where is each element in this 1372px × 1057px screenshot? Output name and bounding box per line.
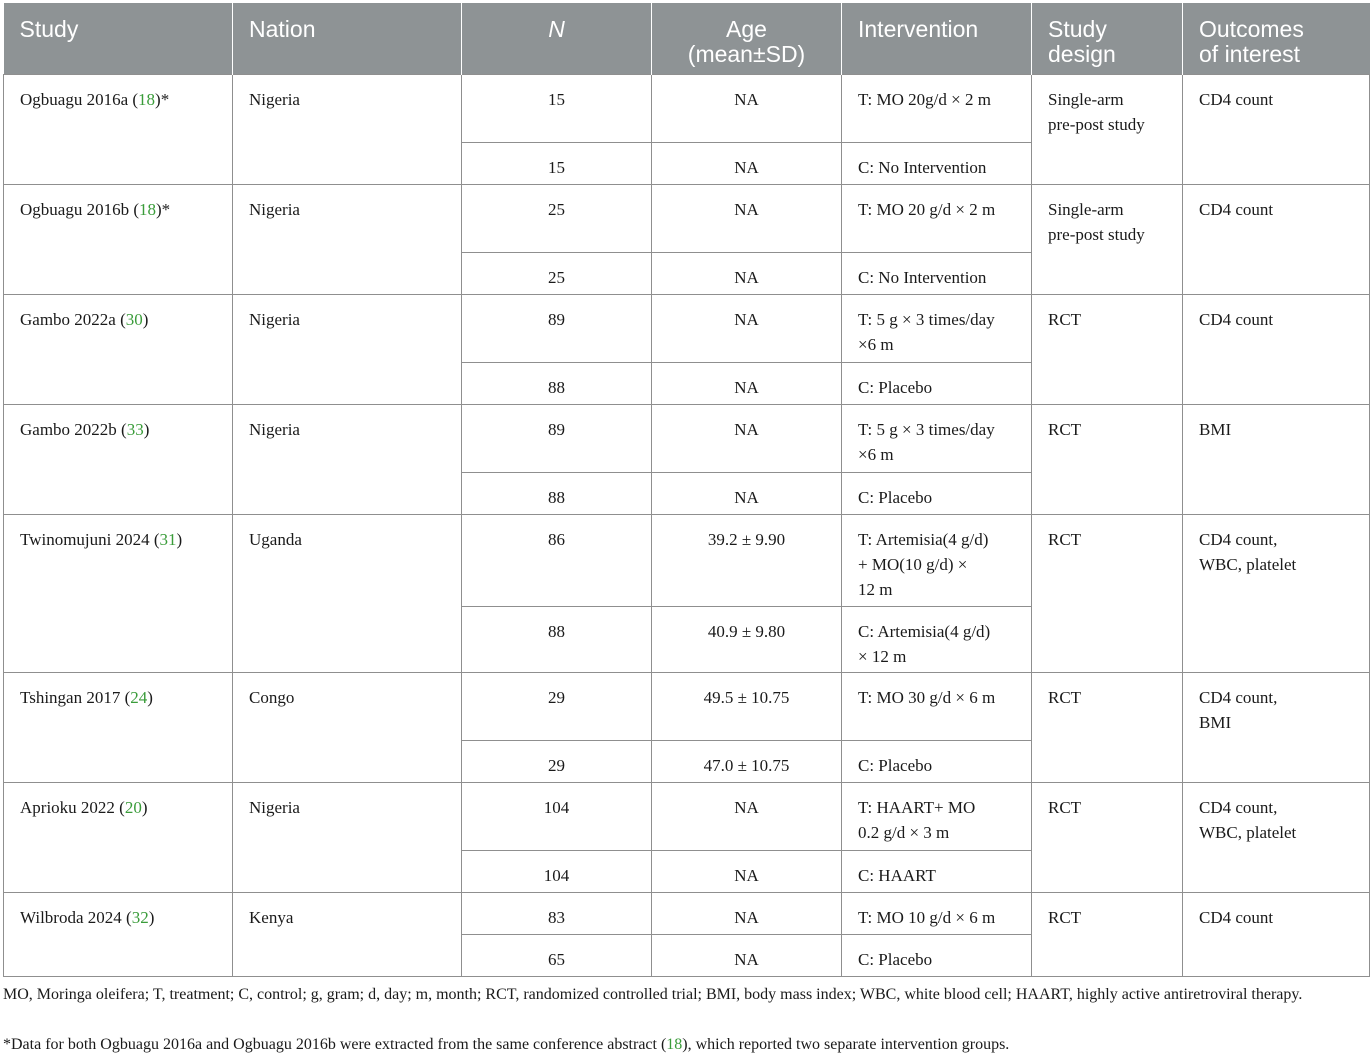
- intervention-cell: [842, 363, 1032, 405]
- outcome-line: WBC, platelet: [1199, 555, 1297, 574]
- intervention-cell: [842, 741, 1032, 783]
- intervention-line: T: MO 30 g/d × 6 m: [858, 688, 996, 707]
- age-cell: NA: [652, 295, 842, 363]
- study-name-suffix: ): [176, 530, 183, 549]
- outcome-line: CD4 count: [1199, 90, 1274, 109]
- study-cell: [4, 893, 233, 977]
- design-cell: [1032, 515, 1183, 673]
- table-row: [4, 75, 1370, 143]
- design-line: pre-post study: [1048, 225, 1145, 244]
- table-row: [4, 515, 1370, 607]
- reference-link[interactable]: 18: [138, 90, 156, 109]
- age-cell: NA: [652, 893, 842, 935]
- reference-link[interactable]: 24: [130, 688, 148, 707]
- design-cell: [1032, 185, 1183, 295]
- n-cell: 25: [462, 185, 652, 253]
- n-cell: 89: [462, 295, 652, 363]
- header-study: Study: [4, 3, 233, 75]
- study-name: Gambo 2022a (: [20, 310, 126, 329]
- n-cell: 104: [462, 783, 652, 851]
- table-body: [4, 75, 1370, 977]
- intervention-cell: [842, 607, 1032, 673]
- design-cell: [1032, 295, 1183, 405]
- outcomes-cell: [1183, 405, 1370, 515]
- intervention-cell: [842, 75, 1032, 143]
- header-design-line1: Study: [1048, 16, 1107, 42]
- intervention-cell: [842, 893, 1032, 935]
- intervention-cell: [842, 185, 1032, 253]
- study-name-suffix: ): [147, 688, 153, 707]
- study-name-suffix: ): [142, 310, 149, 329]
- nation-cell: Nigeria: [233, 75, 462, 185]
- outcome-line: CD4 count,: [1199, 688, 1278, 707]
- study-cell: [4, 515, 233, 673]
- study-cell: [4, 295, 233, 405]
- intervention-line: T: MO 20g/d × 2 m: [858, 90, 991, 109]
- study-cell: [4, 75, 233, 185]
- intervention-cell: [842, 673, 1032, 741]
- header-outcomes-line1: Outcomes: [1199, 16, 1304, 42]
- reference-link[interactable]: 20: [124, 798, 142, 817]
- nation-cell: Congo: [233, 673, 462, 783]
- outcome-line: WBC, platelet: [1199, 823, 1297, 842]
- n-cell: 83: [462, 893, 652, 935]
- header-row: [4, 3, 1370, 75]
- nation-cell: Nigeria: [233, 295, 462, 405]
- outcome-line: CD4 count: [1199, 908, 1274, 927]
- intervention-line: C: No Intervention: [858, 268, 987, 287]
- intervention-line: T: HAART+ MO: [858, 798, 976, 817]
- intervention-line: 0.2 g/d × 3 m: [858, 823, 950, 842]
- age-cell: NA: [652, 783, 842, 851]
- outcomes-cell: [1183, 295, 1370, 405]
- intervention-line: ×6 m: [858, 445, 894, 464]
- header-age: [652, 3, 842, 75]
- age-cell: NA: [652, 253, 842, 295]
- table-row: [4, 673, 1370, 741]
- study-name-suffix: ): [143, 420, 150, 439]
- age-cell: NA: [652, 851, 842, 893]
- header-outcomes-line2: of interest: [1199, 41, 1300, 67]
- intervention-line: ×6 m: [858, 335, 894, 354]
- outcome-line: BMI: [1199, 713, 1232, 732]
- intervention-line: C: No Intervention: [858, 158, 987, 177]
- outcomes-cell: [1183, 75, 1370, 185]
- study-characteristics-table: [3, 3, 1370, 977]
- study-cell: [4, 783, 233, 893]
- design-cell: [1032, 405, 1183, 515]
- outcomes-cell: [1183, 515, 1370, 673]
- design-line: RCT: [1048, 798, 1082, 817]
- n-cell: 65: [462, 935, 652, 977]
- outcomes-cell: [1183, 185, 1370, 295]
- design-line: RCT: [1048, 908, 1082, 927]
- outcome-line: CD4 count: [1199, 200, 1274, 219]
- age-cell: NA: [652, 473, 842, 515]
- reference-link[interactable]: 30: [125, 310, 143, 329]
- study-name: Ogbuagu 2016a (: [20, 90, 139, 109]
- header-outcomes: [1183, 3, 1370, 75]
- intervention-cell: [842, 515, 1032, 607]
- age-cell: NA: [652, 935, 842, 977]
- footnote-reference-link[interactable]: 18: [666, 1036, 683, 1053]
- intervention-cell: [842, 783, 1032, 851]
- study-cell: [4, 405, 233, 515]
- age-cell: 47.0 ± 10.75: [652, 741, 842, 783]
- reference-link[interactable]: 32: [131, 908, 149, 927]
- design-line: Single-arm: [1048, 200, 1124, 219]
- study-name: Gambo 2022b (: [20, 420, 127, 439]
- intervention-cell: [842, 143, 1032, 185]
- study-cell: [4, 673, 233, 783]
- study-name: Wilbroda 2024 (: [20, 908, 132, 927]
- n-cell: 88: [462, 607, 652, 673]
- outcome-line: CD4 count: [1199, 310, 1274, 329]
- study-cell: [4, 185, 233, 295]
- intervention-line: T: MO 20 g/d × 2 m: [858, 200, 996, 219]
- design-cell: [1032, 673, 1183, 783]
- age-cell: NA: [652, 185, 842, 253]
- design-line: RCT: [1048, 420, 1082, 439]
- outcomes-cell: [1183, 893, 1370, 977]
- nation-cell: Nigeria: [233, 783, 462, 893]
- design-line: RCT: [1048, 688, 1082, 707]
- age-cell: 40.9 ± 9.80: [652, 607, 842, 673]
- intervention-cell: [842, 935, 1032, 977]
- outcome-line: BMI: [1199, 420, 1232, 439]
- study-name-suffix: )*: [155, 200, 171, 219]
- study-name-suffix: ): [141, 798, 148, 817]
- intervention-cell: [842, 405, 1032, 473]
- design-line: Single-arm: [1048, 90, 1124, 109]
- header-intervention: Intervention: [842, 3, 1032, 75]
- design-line: RCT: [1048, 530, 1082, 549]
- n-cell: 88: [462, 473, 652, 515]
- n-cell: 104: [462, 851, 652, 893]
- header-design-line2: design: [1048, 41, 1116, 67]
- study-name: Twinomujuni 2024 (: [20, 530, 160, 549]
- study-name: Tshingan 2017 (: [20, 688, 131, 707]
- nation-cell: Uganda: [233, 515, 462, 673]
- study-name-suffix: ): [148, 908, 155, 927]
- table-row: [4, 783, 1370, 851]
- design-cell: [1032, 783, 1183, 893]
- table-row: [4, 893, 1370, 935]
- intervention-line: C: Placebo: [858, 950, 933, 969]
- intervention-cell: [842, 851, 1032, 893]
- intervention-cell: [842, 295, 1032, 363]
- design-cell: [1032, 893, 1183, 977]
- header-n: N: [462, 3, 652, 75]
- intervention-line: T: MO 10 g/d × 6 m: [858, 908, 996, 927]
- intervention-line: C: Placebo: [858, 756, 933, 775]
- n-cell: 25: [462, 253, 652, 295]
- nation-cell: Nigeria: [233, 405, 462, 515]
- intervention-line: 12 m: [858, 580, 893, 599]
- table-row: [4, 295, 1370, 363]
- footnote-text-end: ), which reported two separate intervention groups.: [682, 1036, 1010, 1053]
- outcome-line: CD4 count,: [1199, 798, 1278, 817]
- intervention-cell: [842, 253, 1032, 295]
- abbreviations-footnote: MO, Moringa oleifera; T, treatment; C, control; g, gram; d, day; m, month; RCT, randomized controlled trial; BMI, body mass index; WBC, white blood cell; HAART, highly active antiretroviral therapy.: [3, 986, 1303, 1003]
- study-name: Ogbuagu 2016b (: [20, 200, 139, 219]
- intervention-line: C: Artemisia(4 g/d): [858, 622, 991, 641]
- reference-link[interactable]: 18: [138, 200, 156, 219]
- intervention-line: C: Placebo: [858, 378, 933, 397]
- outcomes-cell: [1183, 673, 1370, 783]
- study-name-suffix: )*: [155, 90, 170, 109]
- footnote-text: *Data for both Ogbuagu 2016a and Ogbuagu 2016b were extracted from the same conference abstract (: [3, 1036, 667, 1053]
- age-cell: NA: [652, 75, 842, 143]
- header-study-design: [1032, 3, 1183, 75]
- n-cell: 88: [462, 363, 652, 405]
- intervention-line: + MO(10 g/d) ×: [858, 555, 968, 574]
- n-cell: 89: [462, 405, 652, 473]
- intervention-cell: [842, 473, 1032, 515]
- design-line: pre-post study: [1048, 115, 1145, 134]
- n-cell: 15: [462, 75, 652, 143]
- n-cell: 29: [462, 741, 652, 783]
- intervention-line: C: HAART: [858, 866, 936, 885]
- data-source-footnote: [3, 1032, 1367, 1057]
- age-cell: NA: [652, 363, 842, 405]
- header-age-line1: Age: [726, 16, 767, 42]
- n-cell: 29: [462, 673, 652, 741]
- n-cell: 15: [462, 143, 652, 185]
- intervention-line: C: Placebo: [858, 488, 933, 507]
- nation-cell: Kenya: [233, 893, 462, 977]
- design-cell: [1032, 75, 1183, 185]
- design-line: RCT: [1048, 310, 1082, 329]
- outcome-line: CD4 count,: [1199, 530, 1278, 549]
- nation-cell: Nigeria: [233, 185, 462, 295]
- n-cell: 86: [462, 515, 652, 607]
- age-cell: 39.2 ± 9.90: [652, 515, 842, 607]
- age-cell: NA: [652, 405, 842, 473]
- age-cell: NA: [652, 143, 842, 185]
- table-row: [4, 185, 1370, 253]
- intervention-line: × 12 m: [858, 647, 907, 666]
- outcomes-cell: [1183, 783, 1370, 893]
- reference-link[interactable]: 31: [159, 530, 177, 549]
- reference-link[interactable]: 33: [126, 420, 144, 439]
- age-cell: 49.5 ± 10.75: [652, 673, 842, 741]
- study-name: Aprioku 2022 (: [20, 798, 125, 817]
- table-row: [4, 405, 1370, 473]
- header-age-line2: (mean±SD): [687, 41, 806, 67]
- intervention-line: T: Artemisia(4 g/d): [858, 530, 989, 549]
- header-nation: Nation: [233, 3, 462, 75]
- intervention-line: T: 5 g × 3 times/day: [858, 420, 995, 439]
- intervention-line: T: 5 g × 3 times/day: [858, 310, 995, 329]
